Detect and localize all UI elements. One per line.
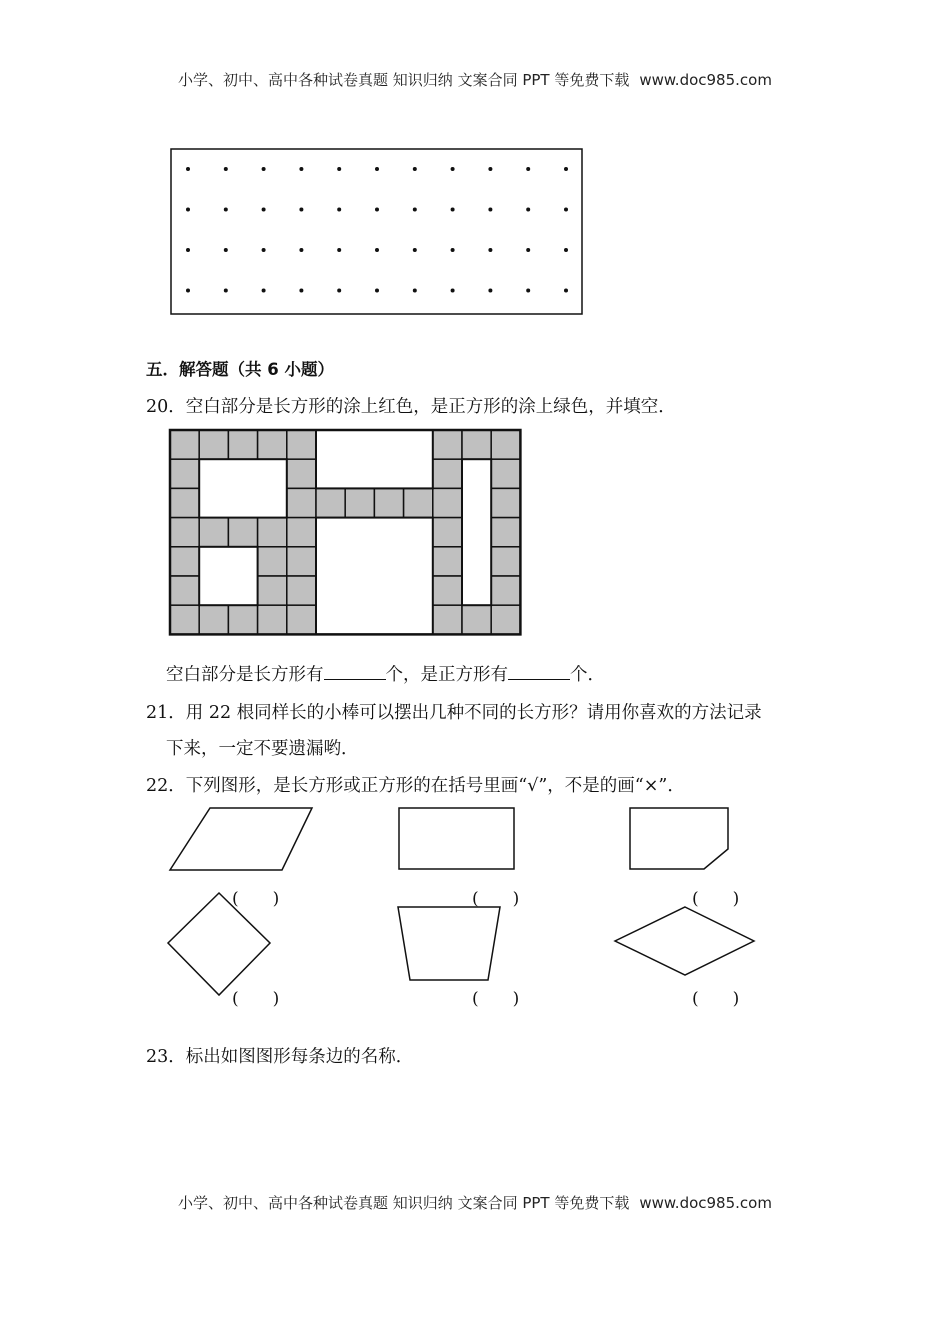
gray-cell [170,605,199,634]
gray-cell [258,576,287,605]
q20-grid-figure [166,426,526,641]
grid-dot [262,167,266,171]
gray-cell [433,576,462,605]
grid-dot [375,167,379,171]
gray-cell [491,576,520,605]
grid-dot [413,208,417,212]
gray-cell [170,518,199,547]
footer-text: 小学、初中、高中各种试卷真题 知识归纳 文案合同 PPT 等免费下载 [178,1194,630,1212]
grid-dot [526,289,530,293]
grid-dot [564,167,568,171]
q21-line1: 21．用 22 根同样长的小棒可以摆出几种不同的长方形？请用你喜欢的方法记录 [146,703,762,723]
shape-pentagon [630,808,728,869]
gray-cell [433,430,462,459]
gray-cell [491,430,520,459]
gray-cell [404,488,433,517]
gray-cell [258,518,287,547]
gray-cell [199,605,228,634]
blank-region [199,547,257,605]
gray-cell [228,605,257,634]
grid-dot [451,248,455,252]
gray-cell [491,459,520,488]
dot-grid-figure [168,146,588,316]
gray-cell [316,488,345,517]
gray-cell [433,488,462,517]
grid-dot [526,248,530,252]
q20-fill-b: 个，是正方形有 [385,665,508,685]
gray-cell [374,488,403,517]
gray-cell [491,488,520,517]
grid-dot [262,248,266,252]
grid-dot [451,167,455,171]
grid-dot [526,208,530,212]
gray-cell [287,518,316,547]
gray-cell [170,547,199,576]
gray-cell [258,430,287,459]
gray-cell [462,605,491,634]
grid-dot [488,248,492,252]
grid-dot [299,208,303,212]
gray-cell [287,488,316,517]
grid-dot [337,289,341,293]
grid-dot [224,248,228,252]
q20-blank-square[interactable] [508,663,570,680]
blank-region [462,459,491,605]
grid-dot [375,289,379,293]
gray-cell [433,605,462,634]
grid-dot [299,167,303,171]
q20-fill-c: 个． [570,665,605,685]
q21-line2: 下来，一定不要遗漏哟． [166,739,359,759]
gray-cell [228,518,257,547]
gray-cell [287,459,316,488]
grid-dot [451,208,455,212]
grid-dot [451,289,455,293]
grid-dot [224,167,228,171]
page-footer [0,1192,950,1213]
section-title: 五．解答题（共 6 小题） [146,360,334,379]
gray-cell [287,605,316,634]
gray-cell [433,518,462,547]
grid-dot [224,208,228,212]
q20-blank-rect[interactable] [324,663,386,680]
grid-dot [564,208,568,212]
grid-dot [186,289,190,293]
grid-dot [488,289,492,293]
grid-dot [375,248,379,252]
grid-dot [564,289,568,293]
gray-cell [287,430,316,459]
shape-rectangle [399,808,514,869]
grid-dot [224,289,228,293]
gray-cell [462,430,491,459]
q22-paren-5[interactable]: ( ) [472,989,520,1009]
gray-cell [287,547,316,576]
q22-paren-6[interactable]: ( ) [692,989,740,1009]
grid-dot [564,248,568,252]
grid-dot [488,167,492,171]
header-text: 小学、初中、高中各种试卷真题 知识归纳 文案合同 PPT 等免费下载 [178,71,630,89]
gray-cell [170,576,199,605]
shape-rhombus [615,907,754,975]
gray-cell [170,459,199,488]
gray-cell [228,430,257,459]
gray-cell [491,605,520,634]
grid-dot [413,289,417,293]
grid-dot [186,167,190,171]
q23-prompt: 23．标出如图图形每条边的名称． [146,1047,414,1067]
blank-region [316,518,433,635]
q22-paren-2[interactable]: ( ) [472,889,520,909]
gray-cell [258,547,287,576]
grid-dot [375,208,379,212]
gray-cell [258,605,287,634]
q22-paren-3[interactable]: ( ) [692,889,740,909]
grid-dot [299,289,303,293]
gray-cell [491,518,520,547]
gray-cell [433,459,462,488]
gray-cell [199,518,228,547]
grid-dot [337,167,341,171]
footer-url[interactable]: www.doc985.com [639,1194,772,1212]
grid-dot [186,208,190,212]
gray-cell [199,430,228,459]
grid-dot [413,248,417,252]
grid-dot [337,248,341,252]
blank-region [316,430,433,488]
q22-prompt: 22．下列图形，是长方形或正方形的在括号里画“√”，不是的画“×”． [146,776,685,796]
q20-fill-line [166,661,605,686]
blank-region [199,459,287,517]
gray-cell [170,430,199,459]
q20-fill-a: 空白部分是长方形有 [166,665,324,685]
gray-cell [345,488,374,517]
grid-dot [262,208,266,212]
page-header [0,69,950,90]
q22-paren-4[interactable]: ( ) [232,989,280,1009]
grid-dot [262,289,266,293]
gray-cell [170,488,199,517]
shape-trapezoid [398,907,500,980]
shape-parallelogram [170,808,312,870]
grid-dot [413,167,417,171]
header-url[interactable]: www.doc985.com [639,71,772,89]
q22-paren-1[interactable]: ( ) [232,889,280,909]
grid-dot [337,208,341,212]
grid-dot [186,248,190,252]
gray-cell [433,547,462,576]
grid-dot [526,167,530,171]
grid-dot [488,208,492,212]
gray-cell [287,576,316,605]
q20-prompt: 20．空白部分是长方形的涂上红色，是正方形的涂上绿色，并填空． [146,397,676,417]
gray-cell [491,547,520,576]
grid-dot [299,248,303,252]
